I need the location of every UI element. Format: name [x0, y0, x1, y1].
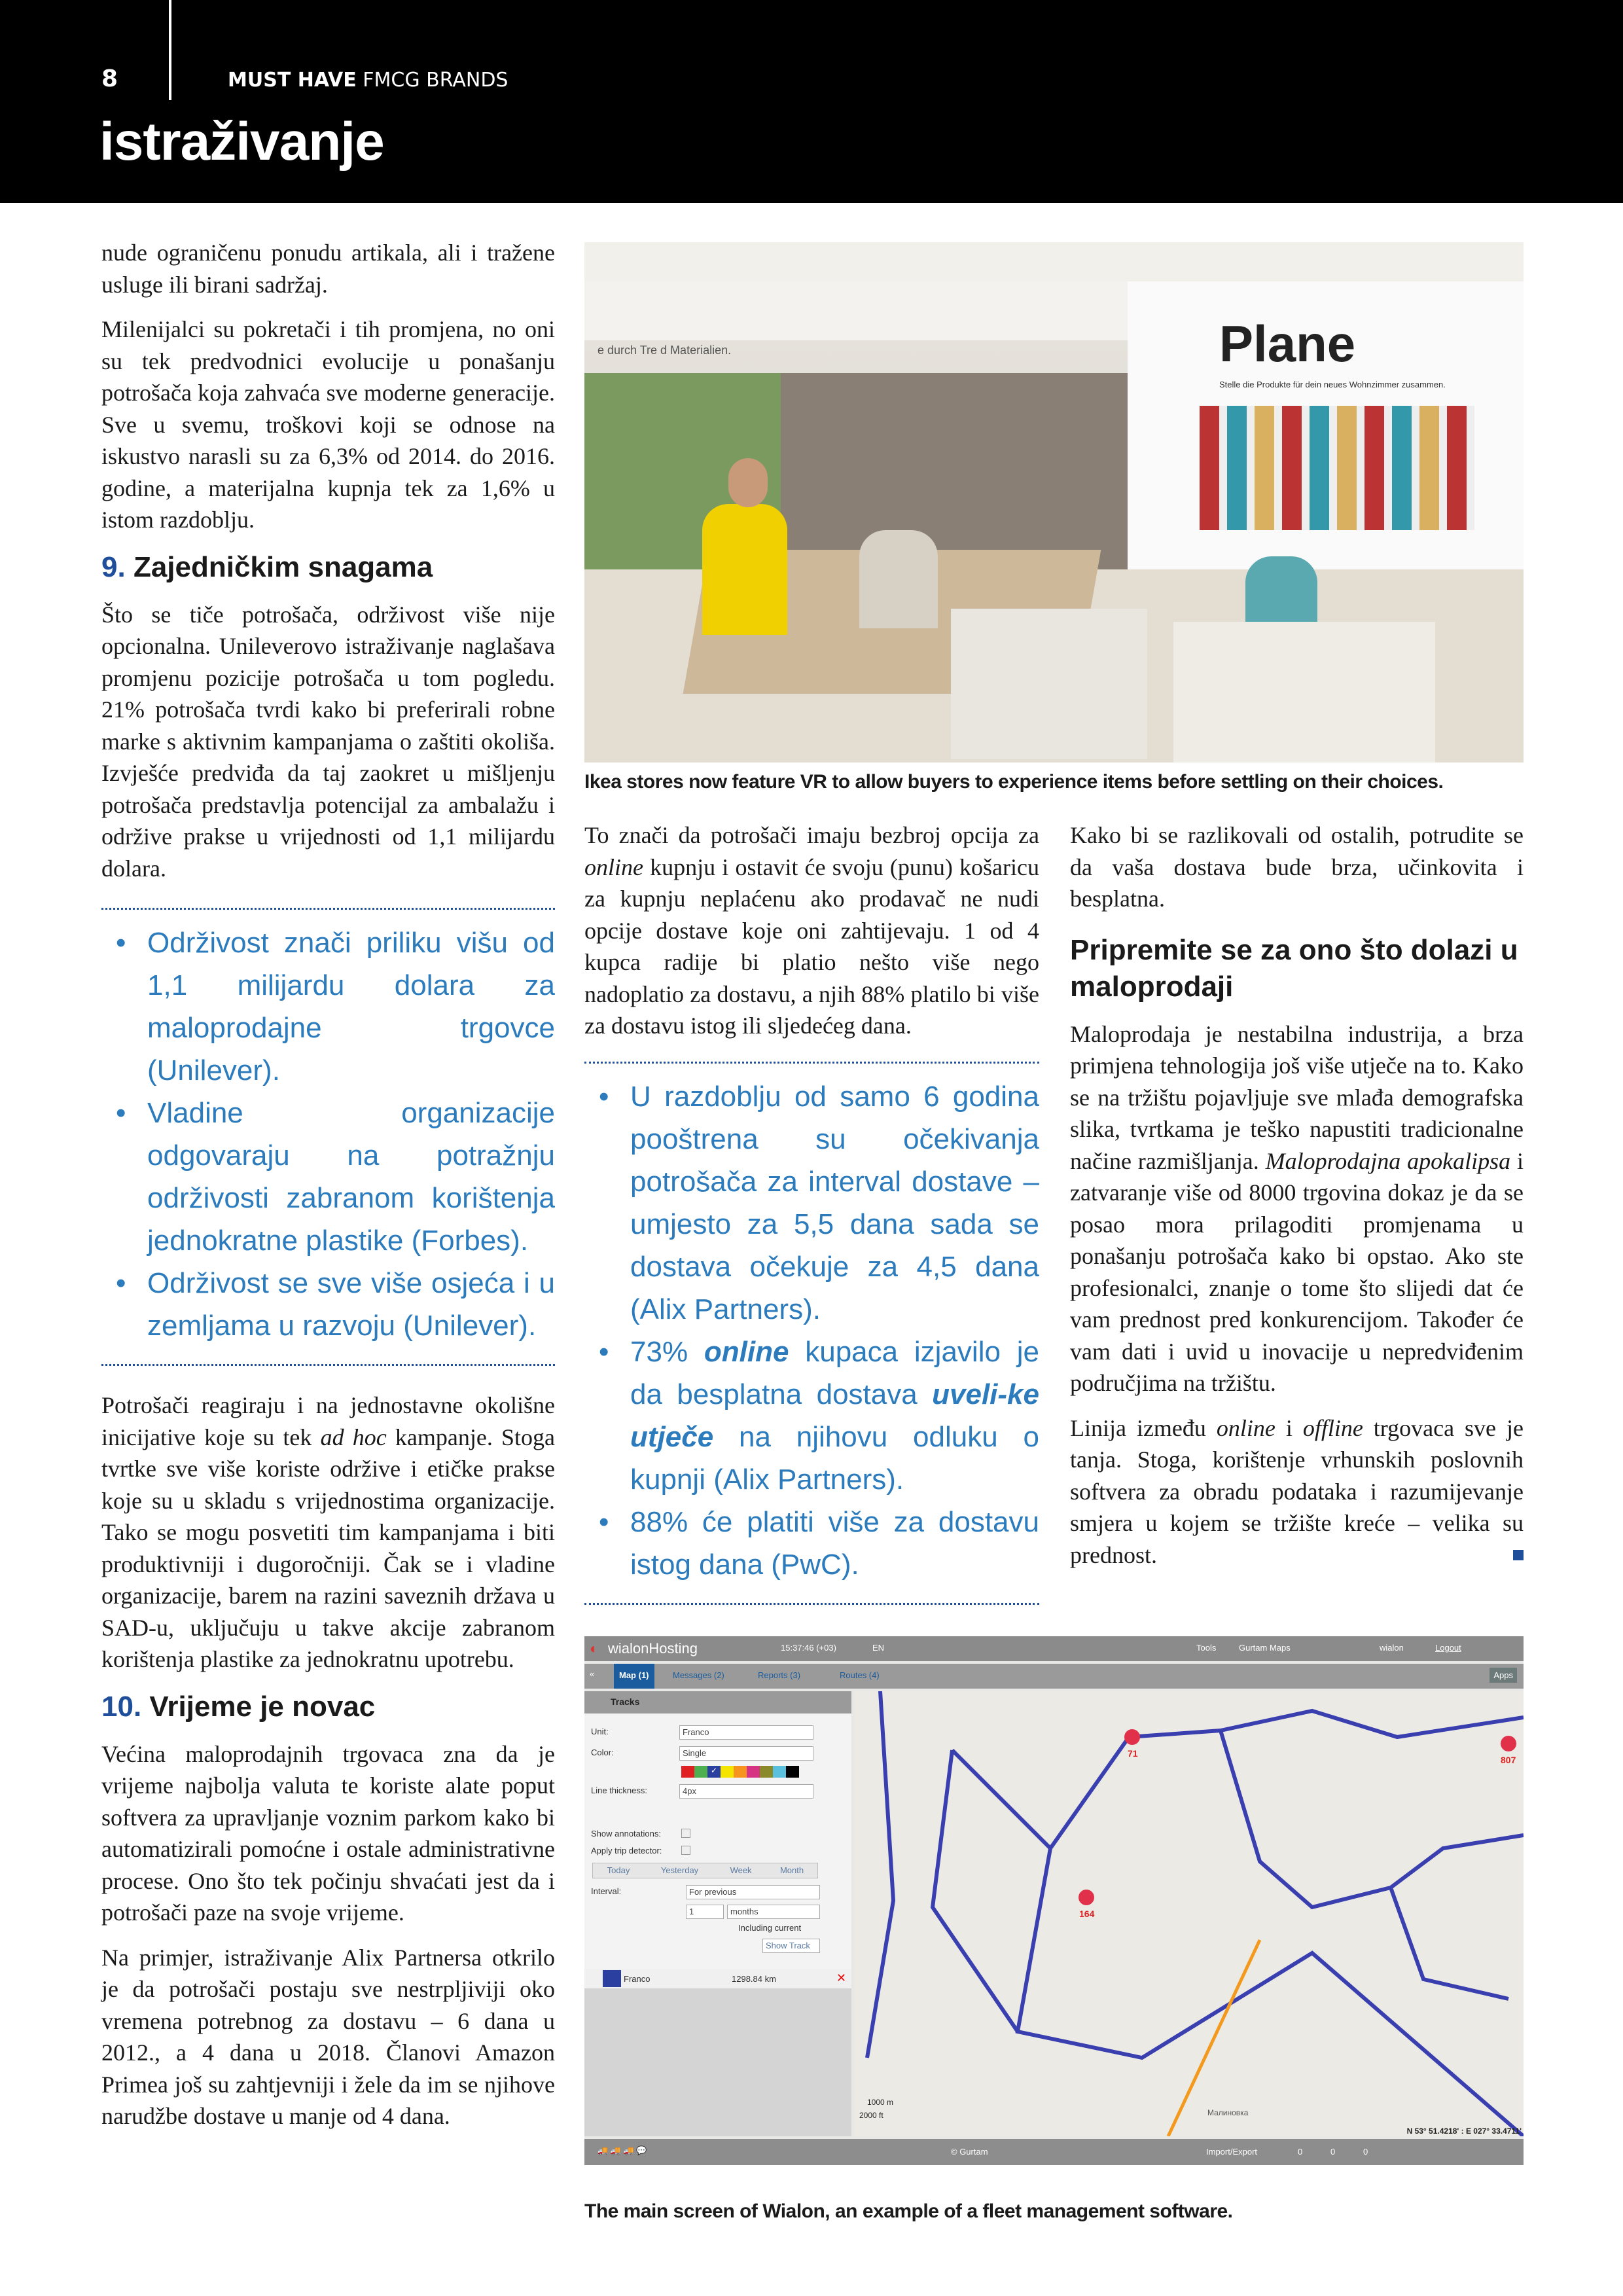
heading: Pripremite se za ono što dolazi u maloprodaji [1070, 933, 1518, 1003]
magazine-brand [228, 69, 508, 92]
tab-messages[interactable]: Messages (2) [673, 1670, 724, 1680]
photo-caption: Ikea stores now feature VR to allow buyers to experience items before settling on their choices. [584, 771, 1444, 793]
panel-title: Tracks [584, 1691, 851, 1713]
color-swatch[interactable] [721, 1766, 734, 1778]
bullet-box [584, 1062, 1039, 1605]
color-palette [681, 1766, 799, 1778]
text: Maloprodaja je nestabilna industrija, a brza primjena tehnologija još više utječe na to. Kako se na tržištu pojavljuje sve mlađa demografska slika, tvrtkama je teško napustiti tradicionalne načine razmišljanja. [1070, 1020, 1524, 1174]
page-number: 8 [101, 65, 118, 92]
month-button[interactable]: Month [779, 1865, 804, 1875]
wialon-topbar [584, 1636, 1524, 1661]
scale-meters: 1000 m [867, 2098, 894, 2107]
map-label: 71 [1128, 1748, 1138, 1759]
bullet-item: • Vladine organizacije odgovaraju na potražnju održivosti zabranom korištenja jednokratne plastike (Forbes). [101, 1092, 555, 1262]
counter: 0 [1330, 2147, 1336, 2157]
text: trgovaca sve je tanja. Stoga, korištenje vrhunskih poslovnih softvera za obradu podataka i razumijevanje smjera u kojem se tržište kreće – velika su prednost. [1070, 1414, 1524, 1568]
week-button[interactable]: Week [730, 1865, 752, 1875]
paragraph [101, 1390, 555, 1676]
period-unit-select[interactable]: months [727, 1905, 820, 1919]
heading-number: 9. [101, 550, 126, 583]
text: kampanje. Stoga tvrtke sve više koriste održive i etičke prakse koje su u skladu s vrijednostima organizacije. Tako se mogu posvetiti tim kampanjama i biti produktivniji i dugoročniji. Čak se i vladine organizacije, barem na razini saveznih država u SAD-u, uključuju u takve akcije zabranom korištenja plastike za jednokratnu upotrebu. [101, 1424, 556, 1672]
color-swatch[interactable] [681, 1766, 694, 1778]
color-swatch[interactable]: ✓ [707, 1766, 721, 1778]
count-select[interactable]: 1 [686, 1905, 724, 1919]
track-distance: 1298.84 km [732, 1974, 776, 1984]
paragraph: nude ograničenu ponudu artikala, ali i tražene usluge ili birani sadržaj. [101, 240, 555, 298]
tracks-panel [584, 1691, 851, 2136]
thickness-select[interactable]: 4px [679, 1784, 813, 1799]
heading-number: 10. [101, 1690, 142, 1723]
text: 73% [630, 1335, 704, 1368]
color-label: Color: [591, 1748, 614, 1757]
paragraph: Što se tiče potrošača, održivost više nije opcionalna. Unileverovo istraživanje naglašava promjenu pozicije potrošača u tom pogledu. 21% potrošača tvrdi kako bi preferirali robne marke s aktivnim kampanjama o zaštiti okoliša. Izvješće predviđa da taj zaokret u mišljenju potrošača predstavlja potencijal za ambalažu i održive prakse u vrijednosti od 1,1 milijardu dolara. [101, 601, 555, 882]
track-color-swatch [603, 1970, 621, 1987]
bullet-item [584, 1331, 1039, 1501]
wialon-logo-icon: ◐ [590, 1640, 599, 1657]
wialon-screenshot [584, 1636, 1524, 2193]
section-title: istraživanje [99, 112, 384, 171]
user-name: wialon [1380, 1643, 1404, 1653]
import-export-button[interactable]: Import/Export [1206, 2147, 1258, 2157]
color-select[interactable]: Single [679, 1746, 813, 1761]
map-label: Малиновка [1207, 2108, 1249, 2117]
paragraph: Kako bi se razlikovali od ostalih, potrudite se da vaša dostava bude brza, učinkovita i besplatna. [1070, 822, 1524, 912]
maps-menu[interactable]: Gurtam Maps [1239, 1643, 1291, 1653]
coordinates: N 53° 51.4218' : E 027° 33.4711' [1406, 2126, 1522, 2136]
map-label: 807 [1501, 1755, 1516, 1765]
map-area[interactable] [854, 1691, 1524, 2136]
map-label: 164 [1079, 1909, 1095, 1919]
scale-feet: 2000 ft [859, 2111, 883, 2120]
text: Linija između [1070, 1414, 1217, 1441]
page-header [0, 0, 1623, 203]
text-italic: online [1216, 1414, 1275, 1441]
text: Potrošači reagiraju i na jednostavne okolišne inicijative koje su tek [101, 1392, 555, 1450]
wall-text: e durch Tre d Materialien. [597, 344, 732, 357]
wialon-tabbar [584, 1664, 1524, 1689]
paragraph [1070, 1018, 1524, 1399]
color-swatch[interactable] [747, 1766, 760, 1778]
text: i zatvaranje više od 8000 trgovina dokaz je da se posao mora prilagoditi promjenama u ponašanju potrošača kako bi opstao. Ako ste profesionalci, znanje o tome što slijedi dat će vam prednost pred konkurencijom. Također će vam dati i uvid u inovacije u nepredviđenim područjima na tržištu. [1070, 1147, 1524, 1396]
yesterday-button[interactable]: Yesterday [660, 1865, 699, 1875]
heading-10 [101, 1689, 555, 1725]
paragraph [584, 819, 1039, 1042]
heading-text: Zajedničkim snagama [133, 550, 433, 583]
close-icon[interactable]: ✕ [836, 1971, 847, 1984]
wialon-footer [584, 2139, 1524, 2165]
text: i [1275, 1414, 1303, 1441]
color-swatch[interactable] [786, 1766, 799, 1778]
text-italic: online [584, 853, 643, 880]
heading-9 [101, 549, 555, 586]
today-button[interactable]: Today [607, 1865, 630, 1875]
bullet-item: • Održivost znači priliku višu od 1,1 milijardu dolara za maloprodajne trgovce (Unilever). [101, 922, 555, 1092]
trip-checkbox[interactable] [681, 1846, 690, 1855]
tools-menu[interactable]: Tools [1196, 1643, 1217, 1653]
logout-link[interactable]: Logout [1435, 1643, 1461, 1653]
brand-bold: MUST HAVE [228, 69, 357, 92]
wialon-logo: wialonHosting [608, 1640, 698, 1657]
trip-label: Apply trip detector: [591, 1846, 662, 1856]
track-unit: Franco [624, 1974, 651, 1984]
tab-map[interactable]: Map (1) [614, 1664, 654, 1689]
color-swatch[interactable] [734, 1766, 747, 1778]
bullet-item: • Održivost se sve više osjeća i u zemljama u razvoju (Unilever). [101, 1262, 555, 1347]
paragraph: Na primjer, istraživanje Alix Partnersa otkrilo je da potrošači postaju sve nestrpljiviji oko vremena potrebnog za dostavu – 6 dana u 2012., a 4 dana u 2018. Članovi Amazon Primea još su zahtjevniji i žele da im se njihove narudžbe dostave u manje od 4 dana. [101, 1944, 555, 2129]
color-swatch[interactable] [694, 1766, 707, 1778]
unit-select[interactable]: Franco [679, 1725, 813, 1740]
text: na njihovu odluku o kupnji (Alix Partners). [630, 1420, 1039, 1496]
bullet-item: • 88% će platiti više za dostavu istog dana (PwC). [584, 1501, 1039, 1586]
truck-icons[interactable]: 🚚 🚚 🚚 💬 [597, 2145, 647, 2155]
header-divider [169, 0, 171, 100]
language-select[interactable]: EN [872, 1643, 885, 1653]
show-track-button[interactable]: Show Track [762, 1939, 820, 1953]
text-italic: ad hoc [320, 1424, 387, 1450]
tab-reports[interactable]: Reports (3) [758, 1670, 801, 1680]
color-swatch[interactable] [760, 1766, 773, 1778]
brand-light: FMCG BRANDS [363, 69, 508, 92]
including-current-checkbox[interactable]: Including current [738, 1923, 802, 1933]
clock: 15:37:46 (+03) [781, 1643, 836, 1653]
paragraph: Milenijalci su pokretači i tih promjena, no oni su tek predvodnici evolucije u ponašanju potrošača koja zahvaća sve moderne generacije. Sve u svemu, troškovi koji se odnose na iskustvo narasli su za 6,3% od 2014. do 2016. godine, a materijalna kupnja tek za 1,6% u istom razdoblju. [101, 316, 555, 533]
sign-subtitle: Stelle die Produkte für dein neues Wohnzimmer zusammen. [1219, 380, 1446, 389]
paragraph [1070, 1412, 1524, 1571]
ikea-vr-photo [584, 242, 1524, 762]
interval-label: Interval: [591, 1886, 622, 1896]
text-italic: uveli-ke utječe [630, 1378, 1039, 1453]
color-swatch[interactable] [773, 1766, 786, 1778]
text: kupnju i ostavit će svoju (punu) košaricu za kupnju neplaćenu ako prodavač ne nudi opcije dostave koje oni zahtijevaju. 1 od 4 kupca radije bi platio nešto više nego nadoplatio za dostavu, a njih 88% platilo bi više za dostavu istog ili sljedećeg dana. [584, 853, 1039, 1039]
annotations-label: Show annotations: [591, 1829, 661, 1839]
thickness-label: Line thickness: [591, 1785, 647, 1795]
middle-column [584, 819, 1039, 1628]
text: To znači da potrošači imaju bezbroj opcija za [584, 822, 1039, 848]
text-italic: online [704, 1335, 789, 1368]
interval-select[interactable]: For previous [686, 1885, 820, 1899]
collapse-icon[interactable]: « [590, 1669, 595, 1679]
heading-text: Vrijeme je novac [149, 1690, 376, 1723]
unit-label: Unit: [591, 1727, 609, 1736]
text-italic: Maloprodajna apokalipsa [1265, 1147, 1511, 1174]
right-column [1070, 819, 1524, 1584]
tab-routes[interactable]: Routes (4) [840, 1670, 880, 1680]
apps-button[interactable]: Apps [1489, 1668, 1517, 1683]
text: kupaca izjavilo je da besplatna dostava [630, 1335, 1039, 1410]
track-row [584, 1969, 851, 1988]
sign-title: Plane [1219, 315, 1356, 372]
counter: 0 [1363, 2147, 1368, 2157]
text-italic: offline [1302, 1414, 1363, 1441]
end-mark [1513, 1550, 1524, 1560]
paragraph: Većina maloprodajnih trgovaca zna da je vrijeme najbolja valuta te koriste alate poput softvera za upravljanje voznim parkom kako bi automatizirali pomoćne i ostale administrativne procese. Ono što tek počinju shvaćati jest da i potrošači paze na svoje vrijeme. [101, 1740, 555, 1926]
bullet-item: • U razdoblju od samo 6 godina pooštrena su očekivanja potrošača za interval dostave – umjesto za 5,5 dana sada se dostava očekuje za 4,5 dana (Alix Partners). [584, 1075, 1039, 1331]
annotations-checkbox[interactable] [681, 1829, 690, 1838]
left-column [101, 237, 555, 2145]
bullet-box [101, 908, 555, 1366]
counter: 0 [1298, 2147, 1303, 2157]
map-caption: The main screen of Wialon, an example of a fleet management software. [584, 2200, 1233, 2222]
copyright: © Gurtam [951, 2147, 988, 2157]
